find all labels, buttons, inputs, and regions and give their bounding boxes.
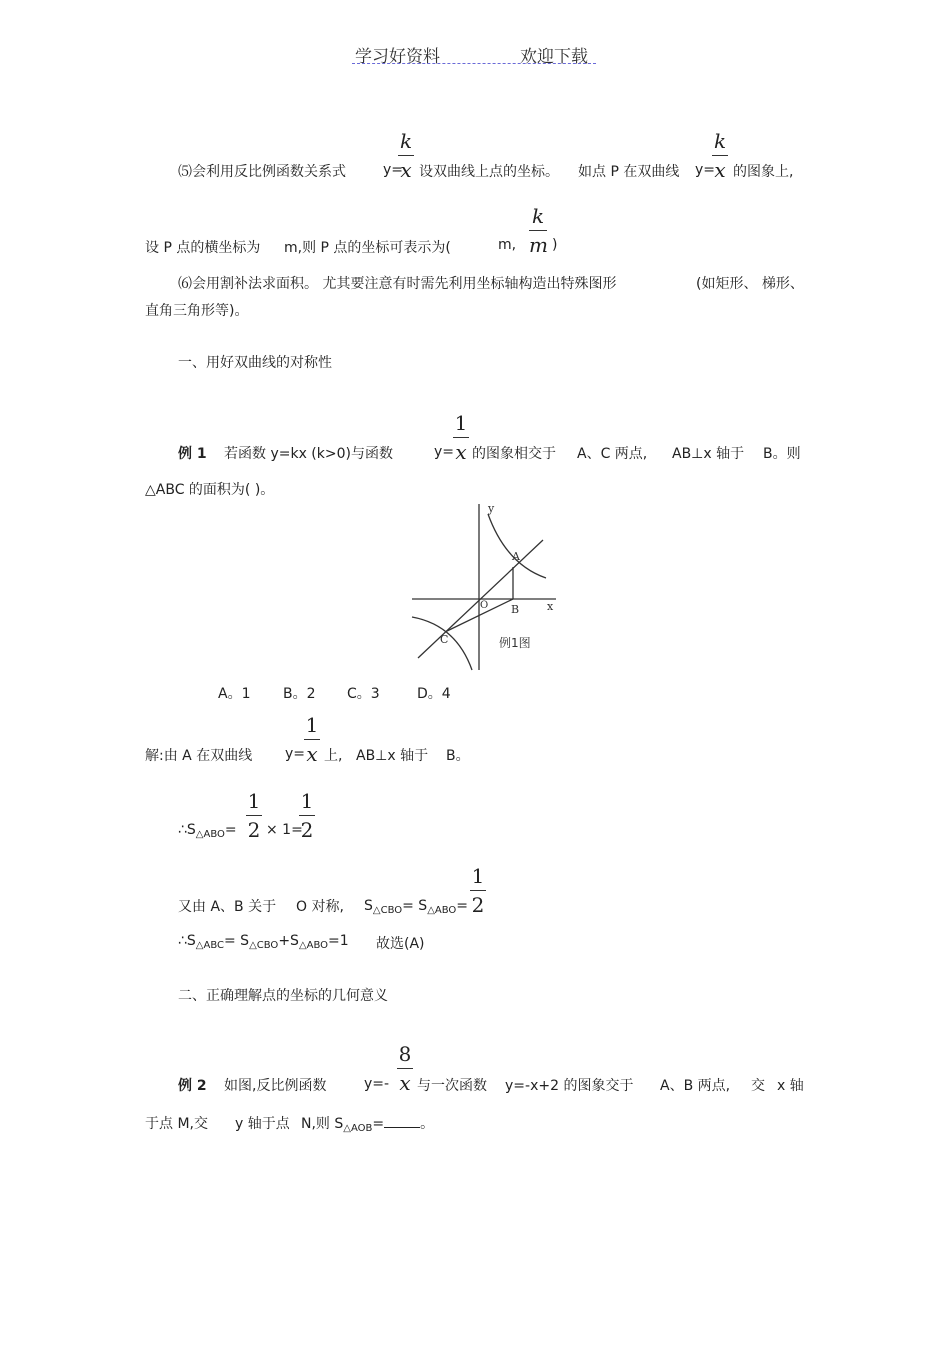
solution-3-a: 又由 A、B 关于 (178, 899, 277, 915)
fraction-numerator: 1 (471, 864, 485, 888)
solution-4-sub3: △ABO (298, 940, 329, 951)
solution-3-b: O 对称, (296, 899, 344, 915)
solution-2-fraction-1 (246, 790, 262, 841)
solution-3-sub1: △CBO (372, 905, 403, 916)
fraction-denominator: 2 (247, 818, 261, 842)
solution-2-a: ∴S (178, 822, 196, 838)
solution-1-a: 解:由 A 在双曲线 (145, 748, 253, 764)
p5-line2-b: m,则 P 点的坐标可表示为( (284, 240, 451, 256)
solution-1-fraction (304, 714, 320, 765)
example-2-text-d: A、B 两点, (660, 1078, 731, 1094)
fraction-bar (397, 1068, 413, 1069)
example-1-y: y= (434, 444, 455, 460)
example-2-line2-b: y 轴于点 (235, 1116, 290, 1132)
example-1-line2: △ABC 的面积为( )。 (145, 482, 275, 498)
solution-3-expr (364, 898, 468, 914)
figure-caption: 例1图 (499, 636, 531, 650)
solution-3-d: = S (402, 898, 428, 914)
p5-y1: y= (383, 162, 404, 178)
example-1-text-b: 的图象相交于 (472, 446, 556, 462)
solution-4-b: = S (224, 933, 250, 949)
p5-lead: ⑸会利用反比例函数关系式 (178, 164, 346, 180)
fraction-bar (304, 739, 320, 740)
fraction-denominator: x (455, 440, 467, 464)
example-2-text-a: 如图,反比例函数 (224, 1078, 327, 1094)
solution-2-fraction-2 (299, 790, 315, 841)
solution-1-d: B。 (446, 748, 470, 764)
example-1-fraction (453, 412, 469, 463)
p5-line2-d: ) (552, 237, 558, 253)
fraction-numerator: k (399, 129, 413, 153)
option-b: B。2 (283, 686, 316, 702)
header-left: 学习好资料 (355, 47, 440, 67)
solution-1-c: AB⊥x 轴于 (356, 748, 429, 764)
header-right: 欢迎下载 (520, 47, 588, 67)
example-1-label: 例 1 (178, 446, 207, 462)
p6-line1-a: ⑹会用割补法求面积。 尤其要注意有时需先利用坐标轴构造出特殊图形 (178, 276, 617, 292)
solution-1-y: y= (285, 746, 306, 762)
example-2-label: 例 2 (178, 1078, 207, 1094)
p5-mid: 设双曲线上点的坐标。 (419, 164, 559, 180)
example-2-text-b: 与一次函数 (417, 1078, 487, 1094)
solution-2-c: × 1= (266, 822, 303, 838)
example-2-line2-d: = (372, 1116, 385, 1132)
solution-2 (178, 822, 237, 838)
p5-line2-c: m, (498, 237, 517, 253)
label-x: x (547, 600, 554, 613)
solution-1-b: 上, (324, 748, 343, 764)
fraction-bar (398, 155, 414, 156)
p5-tail: 的图象上, (733, 164, 794, 180)
example-2-text-f: x 轴 (777, 1078, 804, 1094)
option-c: C。3 (347, 686, 380, 702)
solution-3-sub2: △ABO (427, 905, 457, 916)
p6-line1-b: (如矩形、 梯形、 (696, 276, 804, 292)
fraction-bar (299, 815, 315, 816)
example-1-text-c: A、C 两点, (577, 446, 648, 462)
header-divider (352, 63, 596, 64)
answer-blank (384, 1115, 420, 1128)
solution-4-sub2: △CBO (249, 940, 279, 951)
fraction-numerator: 1 (305, 713, 319, 737)
p5-fraction-1 (398, 130, 414, 181)
fraction-denominator: x (306, 742, 318, 766)
label-y: y (488, 502, 495, 515)
fraction-denominator: 2 (300, 818, 314, 842)
example-2-line2-a: 于点 M,交 (145, 1116, 208, 1132)
fraction-bar (246, 815, 262, 816)
solution-3-fraction (470, 865, 486, 916)
label-a: A (512, 550, 520, 563)
option-a: A。1 (218, 686, 251, 702)
fraction-bar (712, 155, 728, 156)
p5-line2-a: 设 P 点的横坐标为 (145, 240, 261, 256)
label-b: B (511, 603, 520, 616)
solution-4-sub1: △ABC (195, 940, 224, 951)
example-2-y: y=- (364, 1076, 390, 1092)
p5-example: 如点 P 在双曲线 (578, 164, 680, 180)
fraction-numerator: k (713, 129, 727, 153)
example-1-text-e: B。则 (763, 446, 801, 462)
solution-4-c: +S (278, 933, 299, 949)
fraction-numerator: 1 (300, 789, 314, 813)
example-1-figure (410, 500, 570, 672)
fraction-bar (470, 890, 486, 891)
fraction-numerator: k (531, 204, 545, 228)
example-1-text-d: AB⊥x 轴于 (672, 446, 745, 462)
p5-y2: y= (695, 162, 716, 178)
example-2-fraction (397, 1043, 413, 1094)
solution-3-c: S (364, 898, 373, 914)
example-2-line2-e: 。 (420, 1116, 435, 1132)
solution-4-expr (178, 933, 349, 949)
fraction-numerator: 8 (398, 1042, 412, 1066)
fraction-denominator: m (529, 233, 548, 257)
p6-line2: 直角三角形等)。 (145, 303, 249, 319)
fraction-denominator: x (399, 1071, 411, 1095)
solution-3-e: = (456, 898, 469, 914)
p5-fraction-3 (529, 205, 547, 256)
solution-4-a: ∴S (178, 933, 196, 949)
label-c: C (440, 633, 449, 646)
fraction-bar (453, 437, 469, 438)
fraction-denominator: x (714, 158, 726, 182)
example-2-line2-c: N,则 S (301, 1116, 344, 1132)
fraction-denominator: x (400, 158, 412, 182)
example-2-text-e: 交 (751, 1078, 765, 1094)
fraction-denominator: 2 (471, 893, 485, 917)
solution-4-answer: 故选(A) (376, 936, 425, 952)
solution-2-b: = (224, 822, 237, 838)
example-2-line2-sub: △AOB (343, 1123, 373, 1134)
example-2-line2-expr (301, 1113, 434, 1133)
fraction-numerator: 1 (454, 411, 468, 435)
example-1-text-a: 若函数 y=kx (k>0)与函数 (224, 446, 393, 462)
solution-2-sub: △ABO (195, 829, 225, 840)
fraction-bar (529, 230, 547, 231)
label-o: O (480, 600, 489, 611)
p5-fraction-2 (712, 130, 728, 181)
fraction-numerator: 1 (247, 789, 261, 813)
solution-4-d: =1 (328, 933, 349, 949)
section-2-heading: 二、正确理解点的坐标的几何意义 (178, 988, 388, 1004)
example-2-text-c: y=-x+2 的图象交于 (505, 1078, 634, 1094)
section-1-heading: 一、用好双曲线的对称性 (178, 355, 332, 371)
option-d: D。4 (417, 686, 451, 702)
